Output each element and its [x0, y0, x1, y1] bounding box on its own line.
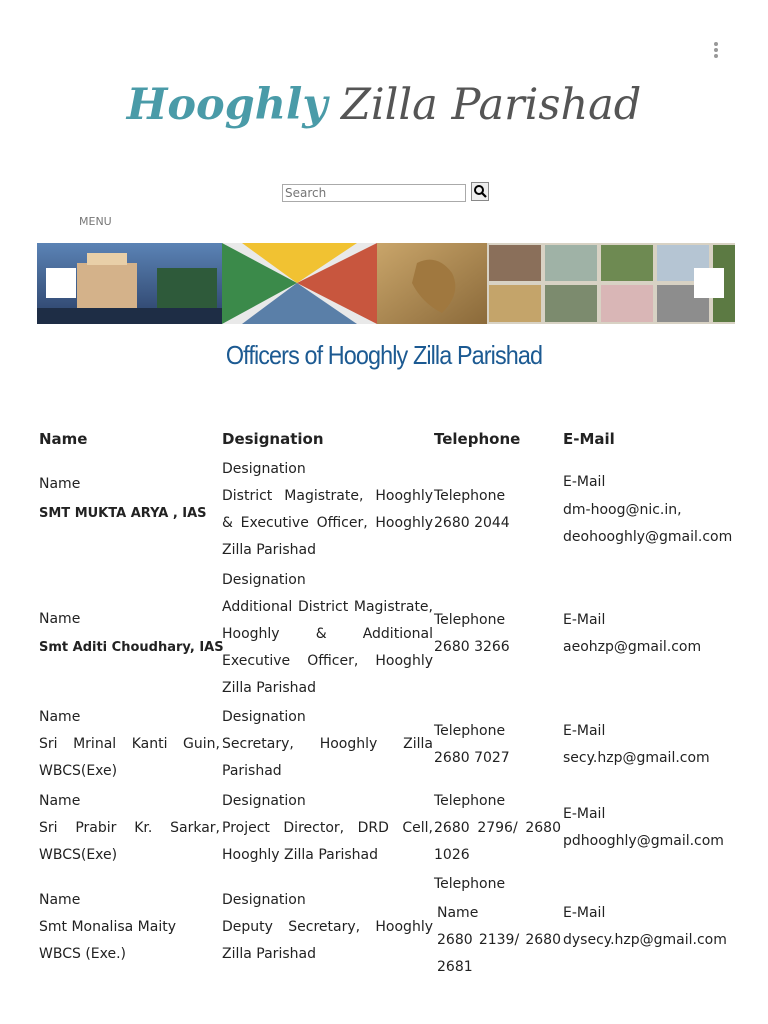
row5-telephone-label-2: Name: [437, 905, 479, 921]
more-options-icon[interactable]: [713, 42, 721, 60]
row3-email-label: E-Mail: [563, 723, 606, 739]
header-designation: Designation: [222, 430, 324, 448]
row4-telephone-label: Telephone: [434, 793, 506, 809]
row3-telephone-label: Telephone: [434, 723, 506, 739]
row4-designation-label: Designation: [222, 793, 306, 809]
header-email: E-Mail: [563, 430, 615, 448]
row2-name: Smt Aditi Choudhary, IAS: [39, 640, 224, 655]
row4-email-label: E-Mail: [563, 806, 606, 822]
logo-text-hooghly: Hooghly: [126, 80, 328, 130]
row4-name: Sri Prabir Kr. Sarkar, WBCS(Exe): [39, 820, 220, 863]
row2-telephone-label: Telephone: [434, 612, 506, 628]
row5-telephone-label: Telephone: [434, 876, 506, 892]
header-name: Name: [39, 430, 88, 448]
row1-name: SMT MUKTA ARYA , IAS: [39, 506, 207, 521]
row1-name-label: Name: [39, 476, 81, 492]
row4-designation: Project Director, DRD Cell, Hooghly Zilla Parishad: [222, 820, 433, 863]
row1-email[interactable]: dm-hoog@nic.in, deohooghly@gmail.com: [563, 502, 733, 545]
site-logo[interactable]: [0, 80, 768, 130]
search-input[interactable]: [282, 184, 466, 202]
row3-designation-label: Designation: [222, 709, 306, 725]
row5-name-label: Name: [39, 892, 81, 908]
row3-name-label: Name: [39, 709, 81, 725]
row3-designation: Secretary, Hooghly Zilla Parishad: [222, 736, 433, 779]
logo-text-zilla-parishad: Zilla Parishad: [341, 80, 642, 130]
row5-designation-label: Designation: [222, 892, 306, 908]
search-button[interactable]: [471, 182, 489, 201]
search-form: [282, 182, 466, 202]
row2-telephone: 2680 3266: [434, 639, 510, 655]
row3-email[interactable]: secy.hzp@gmail.com: [563, 750, 710, 766]
row3-name: Sri Mrinal Kanti Guin, WBCS(Exe): [39, 736, 220, 779]
row4-name-label: Name: [39, 793, 81, 809]
row1-email-label: E-Mail: [563, 474, 606, 490]
row1-telephone-label: Telephone: [434, 488, 506, 504]
menu-toggle[interactable]: MENU: [79, 215, 112, 228]
row2-name-label: Name: [39, 611, 81, 627]
banner-prev-button[interactable]: [46, 268, 76, 298]
row2-designation-label: Designation: [222, 572, 306, 588]
page-title: Officers of Hooghly Zilla Parishad: [225, 340, 543, 370]
row1-designation-label: Designation: [222, 461, 306, 477]
row5-email-label: E-Mail: [563, 905, 606, 921]
banner-image: [37, 243, 735, 324]
search-icon: [472, 183, 488, 200]
row4-telephone: 2680 2796/ 2680 1026: [434, 820, 561, 863]
row4-email[interactable]: pdhooghly@gmail.com: [563, 833, 724, 849]
header-telephone: Telephone: [434, 430, 521, 448]
row1-designation: District Magistrate, Hooghly & Executive Officer, Hooghly Zilla Parishad: [222, 488, 433, 558]
row5-designation: Deputy Secretary, Hooghly Zilla Parishad: [222, 919, 433, 962]
row3-telephone: 2680 7027: [434, 750, 510, 766]
banner-next-button[interactable]: [694, 268, 724, 298]
row2-email-label: E-Mail: [563, 612, 606, 628]
row2-email[interactable]: aeohzp@gmail.com: [563, 639, 702, 655]
row5-email[interactable]: dysecy.hzp@gmail.com: [563, 932, 727, 948]
row1-telephone: 2680 2044: [434, 515, 510, 531]
row5-telephone: 2680 2139/ 2680 2681: [437, 932, 561, 975]
banner-slideshow: [37, 243, 735, 324]
row5-name: Smt Monalisa Maity WBCS (Exe.): [39, 919, 176, 962]
row2-designation: Additional District Magistrate, Hooghly & Additional Executive Officer, Hooghly Zilla Parishad: [222, 599, 433, 696]
